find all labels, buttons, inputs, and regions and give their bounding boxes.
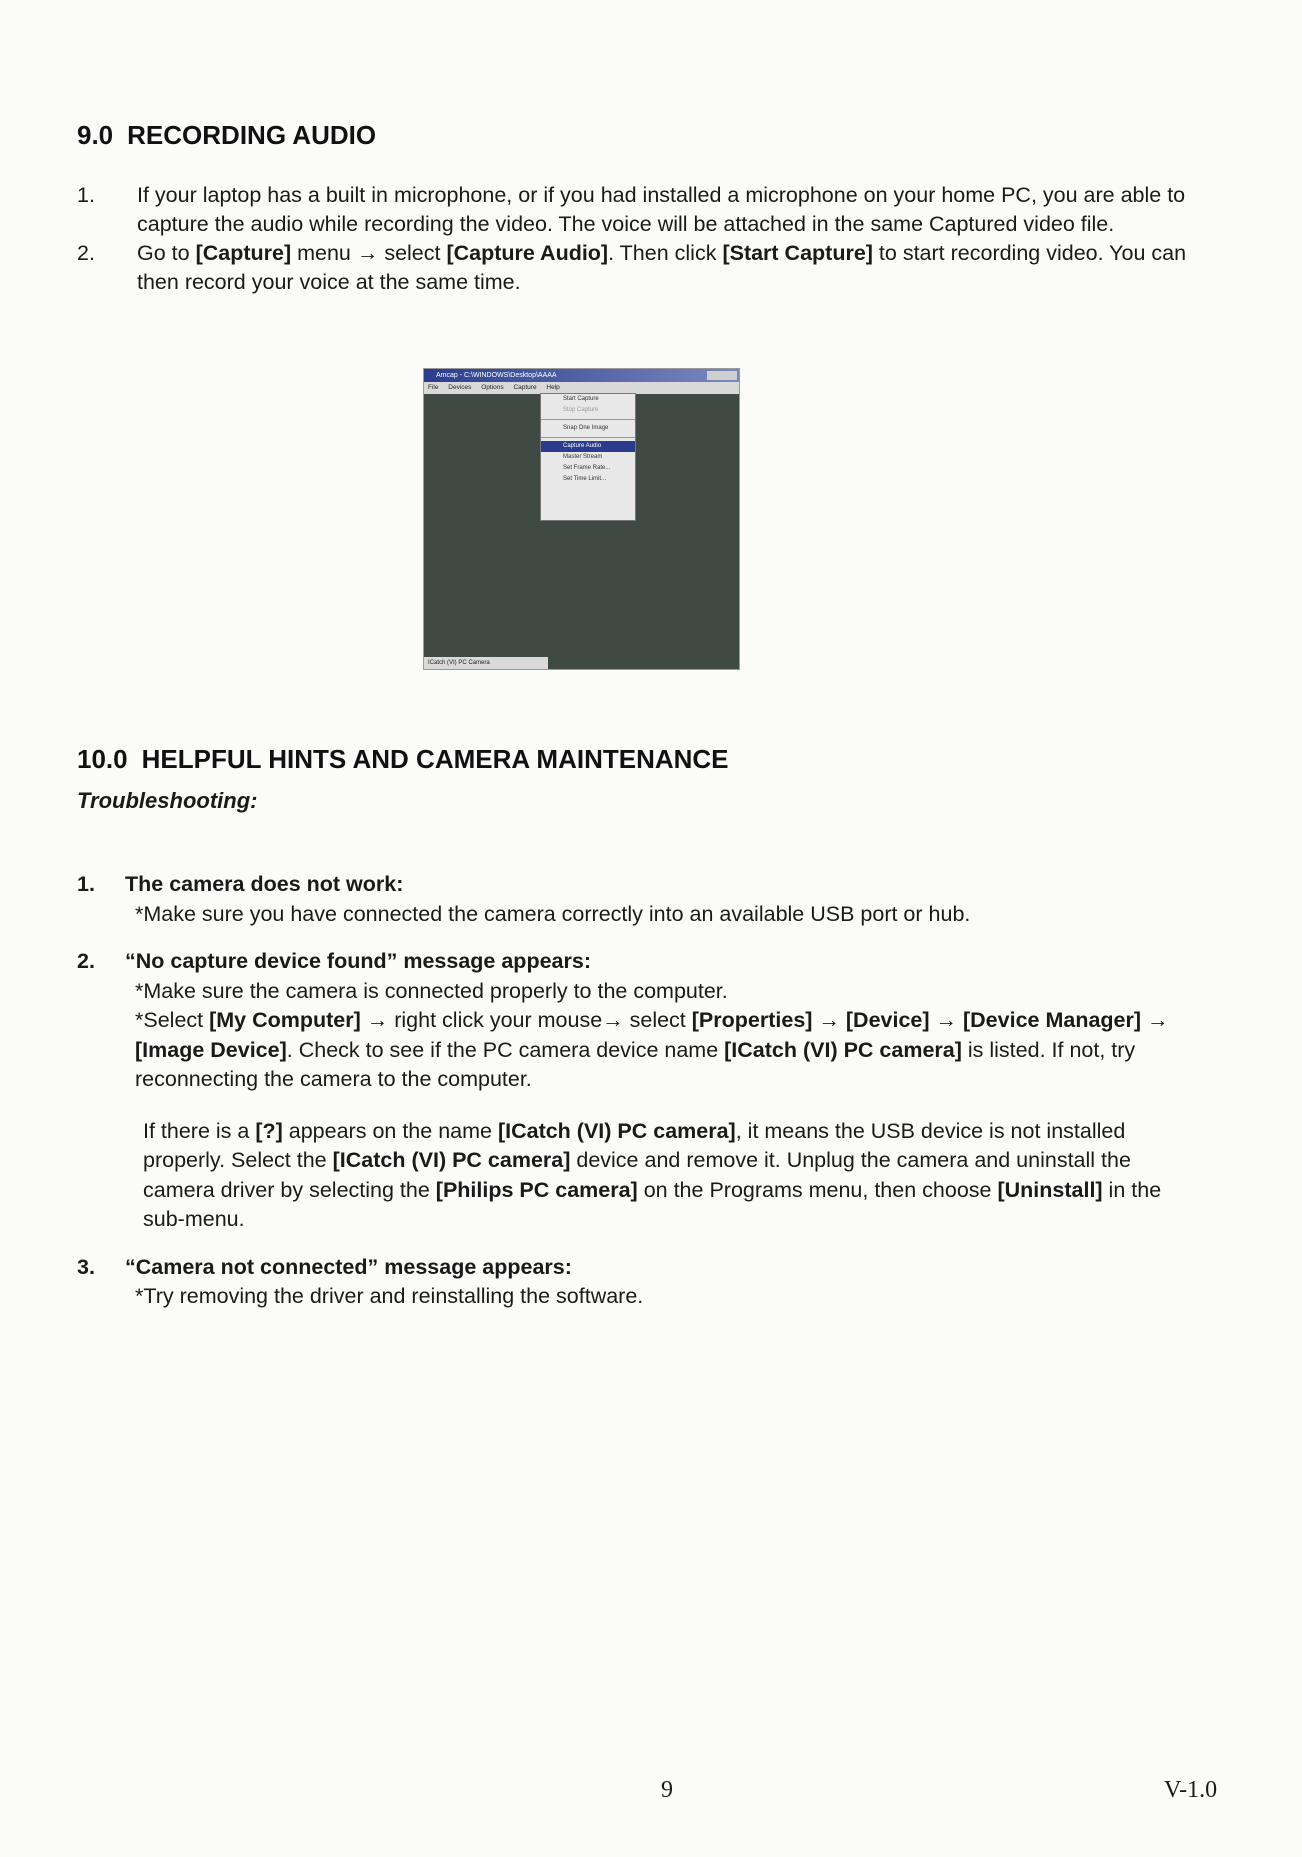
list-item — [77, 239, 1187, 297]
menu-capture: Capture — [513, 384, 537, 391]
section-number: 10.0 — [77, 744, 128, 774]
item-title: “No capture device found” message appears: — [125, 949, 591, 973]
window-buttons — [707, 371, 737, 380]
menu-ref: [Start Capture] — [722, 241, 873, 265]
menu-help: Help — [546, 384, 560, 391]
text-run: menu → select — [291, 241, 447, 265]
item-body: *Make sure you have connected the camera correctly into an available USB port or hub. — [135, 901, 971, 926]
text-run: → — [812, 1008, 846, 1032]
text-run: → right click your mouse→ select — [360, 1008, 692, 1032]
menu-ref: [ICatch (VI) PC camera] — [724, 1037, 962, 1062]
text-run: . Then click — [608, 241, 723, 265]
menu-ref: [?] — [255, 1118, 283, 1143]
amcap-screenshot — [423, 368, 740, 670]
item-number: 1. — [77, 183, 95, 207]
menu-separator — [541, 437, 635, 438]
text-run: is listed. If not, try reconnecting the camera to the computer. — [135, 1037, 1136, 1091]
menu-item-selected: Capture Audio — [541, 441, 635, 452]
menu-ref: [My Computer] — [209, 1008, 361, 1032]
menu-item: Set Frame Rate... — [563, 465, 611, 471]
section-heading-recording-audio — [77, 120, 376, 151]
menu-item: Snap One Image — [563, 425, 609, 431]
text-run: in the sub-menu. — [143, 1177, 1162, 1231]
menu-ref: [Philips PC camera] — [435, 1177, 638, 1202]
text-run: . Check to see if the PC camera device name — [286, 1037, 725, 1062]
list-item — [77, 1253, 1187, 1312]
item-title: “Camera not connected” message appears: — [125, 1254, 572, 1279]
menu-ref: [Uninstall] — [997, 1177, 1103, 1202]
text-run: to start recording video. You can then record your voice at the same time. — [137, 241, 1187, 294]
item-number: 1. — [77, 872, 95, 896]
list-item — [77, 947, 1187, 1235]
text-run: → — [929, 1008, 963, 1032]
list-item — [77, 181, 1187, 239]
section-title: HELPFUL HINTS AND CAMERA MAINTENANCE — [141, 744, 729, 774]
menu-ref: [Image Device] — [135, 1037, 287, 1062]
troubleshooting-subtitle: Troubleshooting: — [77, 788, 258, 813]
menu-item: Stop Capture — [563, 407, 599, 413]
menu-ref: [Properties] — [691, 1008, 813, 1032]
menu-ref: [ICatch (VI) PC camera] — [497, 1118, 736, 1143]
text-run: on the Programs menu, then choose — [637, 1177, 998, 1202]
item-paragraph — [125, 1117, 1187, 1235]
item-text: If your laptop has a built in microphone, or if you had installed a microphone on your home PC, you are able to capture the audio while recording the video. The voice will be attached in the same Captured video file. — [137, 183, 1186, 236]
item-number: 2. — [77, 241, 95, 265]
item-number: 3. — [77, 1254, 95, 1279]
section-title: RECORDING AUDIO — [127, 120, 377, 150]
menu-item: Master Stream — [563, 454, 603, 460]
menu-devices: Devices — [448, 384, 472, 391]
item-number: 2. — [77, 949, 95, 973]
text-run: → — [1141, 1008, 1169, 1032]
page-number: 9 — [661, 1777, 673, 1803]
menu-item: Set Time Limit... — [563, 476, 607, 482]
troubleshooting-list — [77, 870, 1187, 1330]
item-body: *Make sure the camera is connected properly to the computer. — [135, 978, 728, 1003]
recording-steps — [77, 181, 1187, 297]
list-item — [77, 870, 1187, 929]
window-titlebar: Amcap - C:\WINDOWS\Desktop\AAAA — [424, 369, 739, 382]
menu-ref: [ICatch (VI) PC camera] — [332, 1148, 571, 1172]
menu-ref: [Device] — [845, 1008, 930, 1032]
section-heading-helpful-hints — [77, 744, 729, 775]
menu-item: Start Capture — [563, 396, 599, 402]
menu-ref: [Capture] — [195, 241, 292, 265]
window-statusbar: ICatch (VI) PC Camera — [424, 657, 548, 669]
section-number: 9.0 — [77, 120, 114, 150]
menu-file: File — [428, 384, 439, 391]
text-run: , it means the USB device is not installed properly. Select the — [143, 1118, 1126, 1172]
text-run: Go to — [137, 241, 196, 265]
menu-separator — [541, 419, 635, 420]
text-run: If there is a — [143, 1118, 256, 1143]
menu-ref: [Capture Audio] — [446, 241, 609, 265]
text-run: device and remove it. Unplug the camera and uninstall the camera driver by selecting the — [143, 1148, 1131, 1202]
menu-options: Options — [481, 384, 504, 391]
text-run: *Select — [135, 1008, 210, 1032]
text-run: appears on the name — [282, 1118, 498, 1143]
item-title: The camera does not work: — [125, 872, 404, 896]
capture-dropdown — [540, 393, 636, 521]
version-label: V-1.0 — [1164, 1777, 1218, 1803]
item-body — [125, 1006, 1187, 1095]
item-body: *Try removing the driver and reinstalling the software. — [135, 1284, 644, 1308]
menu-ref: [Device Manager] — [963, 1008, 1142, 1032]
